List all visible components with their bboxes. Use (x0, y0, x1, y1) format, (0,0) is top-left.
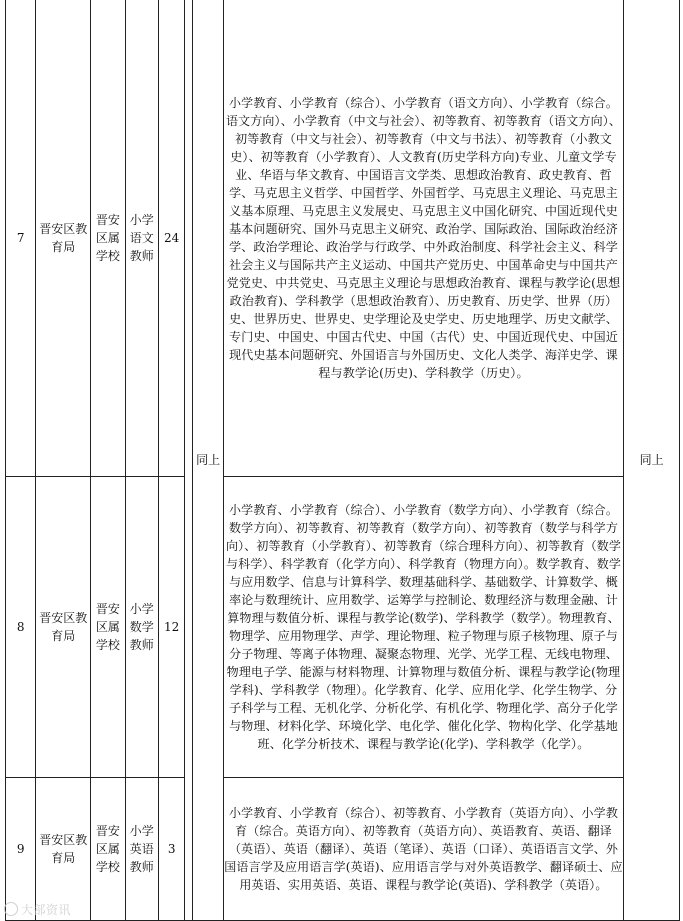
table-row (6, 778, 680, 921)
row-index: 7 (6, 0, 36, 477)
headcount: 3 (159, 778, 185, 921)
row-index: 8 (6, 477, 36, 778)
major-requirement: 小学教育、小学教育（综合）、小学教育（数学方向）、小学教育（综合。数学方向）、初等教育、初等教育（数学方向）、初等教育（数学与科学方向）、初等教育（小学教育）、初等教育（综合理科方向）、初等教育（数学与科学）、科学教育（化学方向）、科学教育（物理方向）。数学教育、数学与应用数学、信息与计算科学、数理基础科学、基础数学、计算数学、概率论与数理统计、应用数学、运筹学与控制论、数理经济与数理金融、计算物理与数值分析、课程与教学论(数学)、学科教学（数学）。物理教育、物理学、应用物理学、声学、理论物理、粒子物理与原子核物理、原子与分子物理、等离子体物理、凝聚态物理、光学、光学工程、无线电物理、物理电子学、能源与材料物理、计算物理与数值分析、课程与教学论(物理学科)、学科教学（物理）。化学教育、化学、应用化学、化学生物学、分子科学与工程、无机化学、分析化学、有机化学、物理化学、高分子化学与物理、材料化学、环境化学、电化学、催化化学、物构化学、化学基地班、化学分析技术、课程与教学论(化学)、学科教学（化学）。 (223, 477, 623, 778)
headcount: 24 (159, 0, 185, 477)
hiring-org: 晋安区教育局 (36, 0, 91, 477)
hiring-org: 晋安区教育局 (36, 477, 91, 778)
major-requirement: 小学教育、小学教育（综合）、小学教育（语文方向）、小学教育（综合。语文方向）、小学教育（中文与社会）、初等教育、初等教育（语文方向）、初等教育（中文与社会）、初等教育（中文与书法）、初等教育（小教文史）、初等教育（小学教育）、人文教育(历史学科方向)专业、儿童文学专业、华语与华文教育、中国语言文学类、思想政治教育、政史教育、哲学、马克思主义哲学、中国哲学、外国哲学、马克思主义理论、马克思主义基本原理、马克思主义发展史、马克思主义中国化研究、中国近现代史基本问题研究、国外马克思主义研究、政治学、国际政治、国际政治经济学、政治学理论、政治学与行政学、中外政治制度、科学社会主义、科学社会主义与国际共产主义运动、中国共产党历史、中国革命史与中国共产党党史、中共党史、马克思主义理论与思想政治教育、课程与教学论(思想政治教育)、学科教学（思想政治教育）、历史教育、历史学、世界（历）史、世界历史、世界史、史学理论及史学史、历史地理学、历史文献学、专门史、中国史、中国古代史、中国（古代）史、中国近现代史、中国近现代史基本问题研究、外国语言与外国历史、文化人类学、海洋史学、课程与教学论(历史)、学科教学（历史）。 (223, 0, 623, 477)
table-row (6, 0, 680, 477)
education-requirement: 同上 (193, 0, 223, 921)
position-title: 小学数学教师 (125, 477, 158, 778)
major-requirement: 小学教育、小学教育（综合）、初等教育、小学教育（英语方向）、小学教育（综合。英语方向）、初等教育（英语方向）、英语教育、英语、翻译（英语）、英语（翻译）、英语（笔译）、英语（口译）、英语语言文学、外国语言学及应用语言学(英语)、应用语言学与对外英语教学、翻译硕士、应用英语、实用英语、英语、课程与教学论(英语)、学科教学（英语）。 (223, 778, 623, 921)
position-title: 小学英语教师 (125, 778, 158, 921)
other-requirement: 同上 (624, 0, 680, 921)
watermark (4, 901, 71, 918)
row-index: 9 (6, 778, 36, 921)
watermark-text: 大部资讯 (21, 903, 72, 917)
position-title: 小学语文教师 (125, 0, 158, 477)
hiring-unit: 晋安区属学校 (91, 477, 125, 778)
recruitment-table-container (5, 0, 680, 921)
watermark-logo-icon (4, 902, 18, 916)
hiring-unit: 晋安区属学校 (91, 0, 125, 477)
hiring-unit: 晋安区属学校 (91, 778, 125, 921)
table-row (6, 477, 680, 778)
hiring-org: 晋安区教育局 (36, 778, 91, 921)
headcount: 12 (159, 477, 185, 778)
column-gap (185, 0, 193, 921)
recruitment-table (5, 0, 680, 921)
